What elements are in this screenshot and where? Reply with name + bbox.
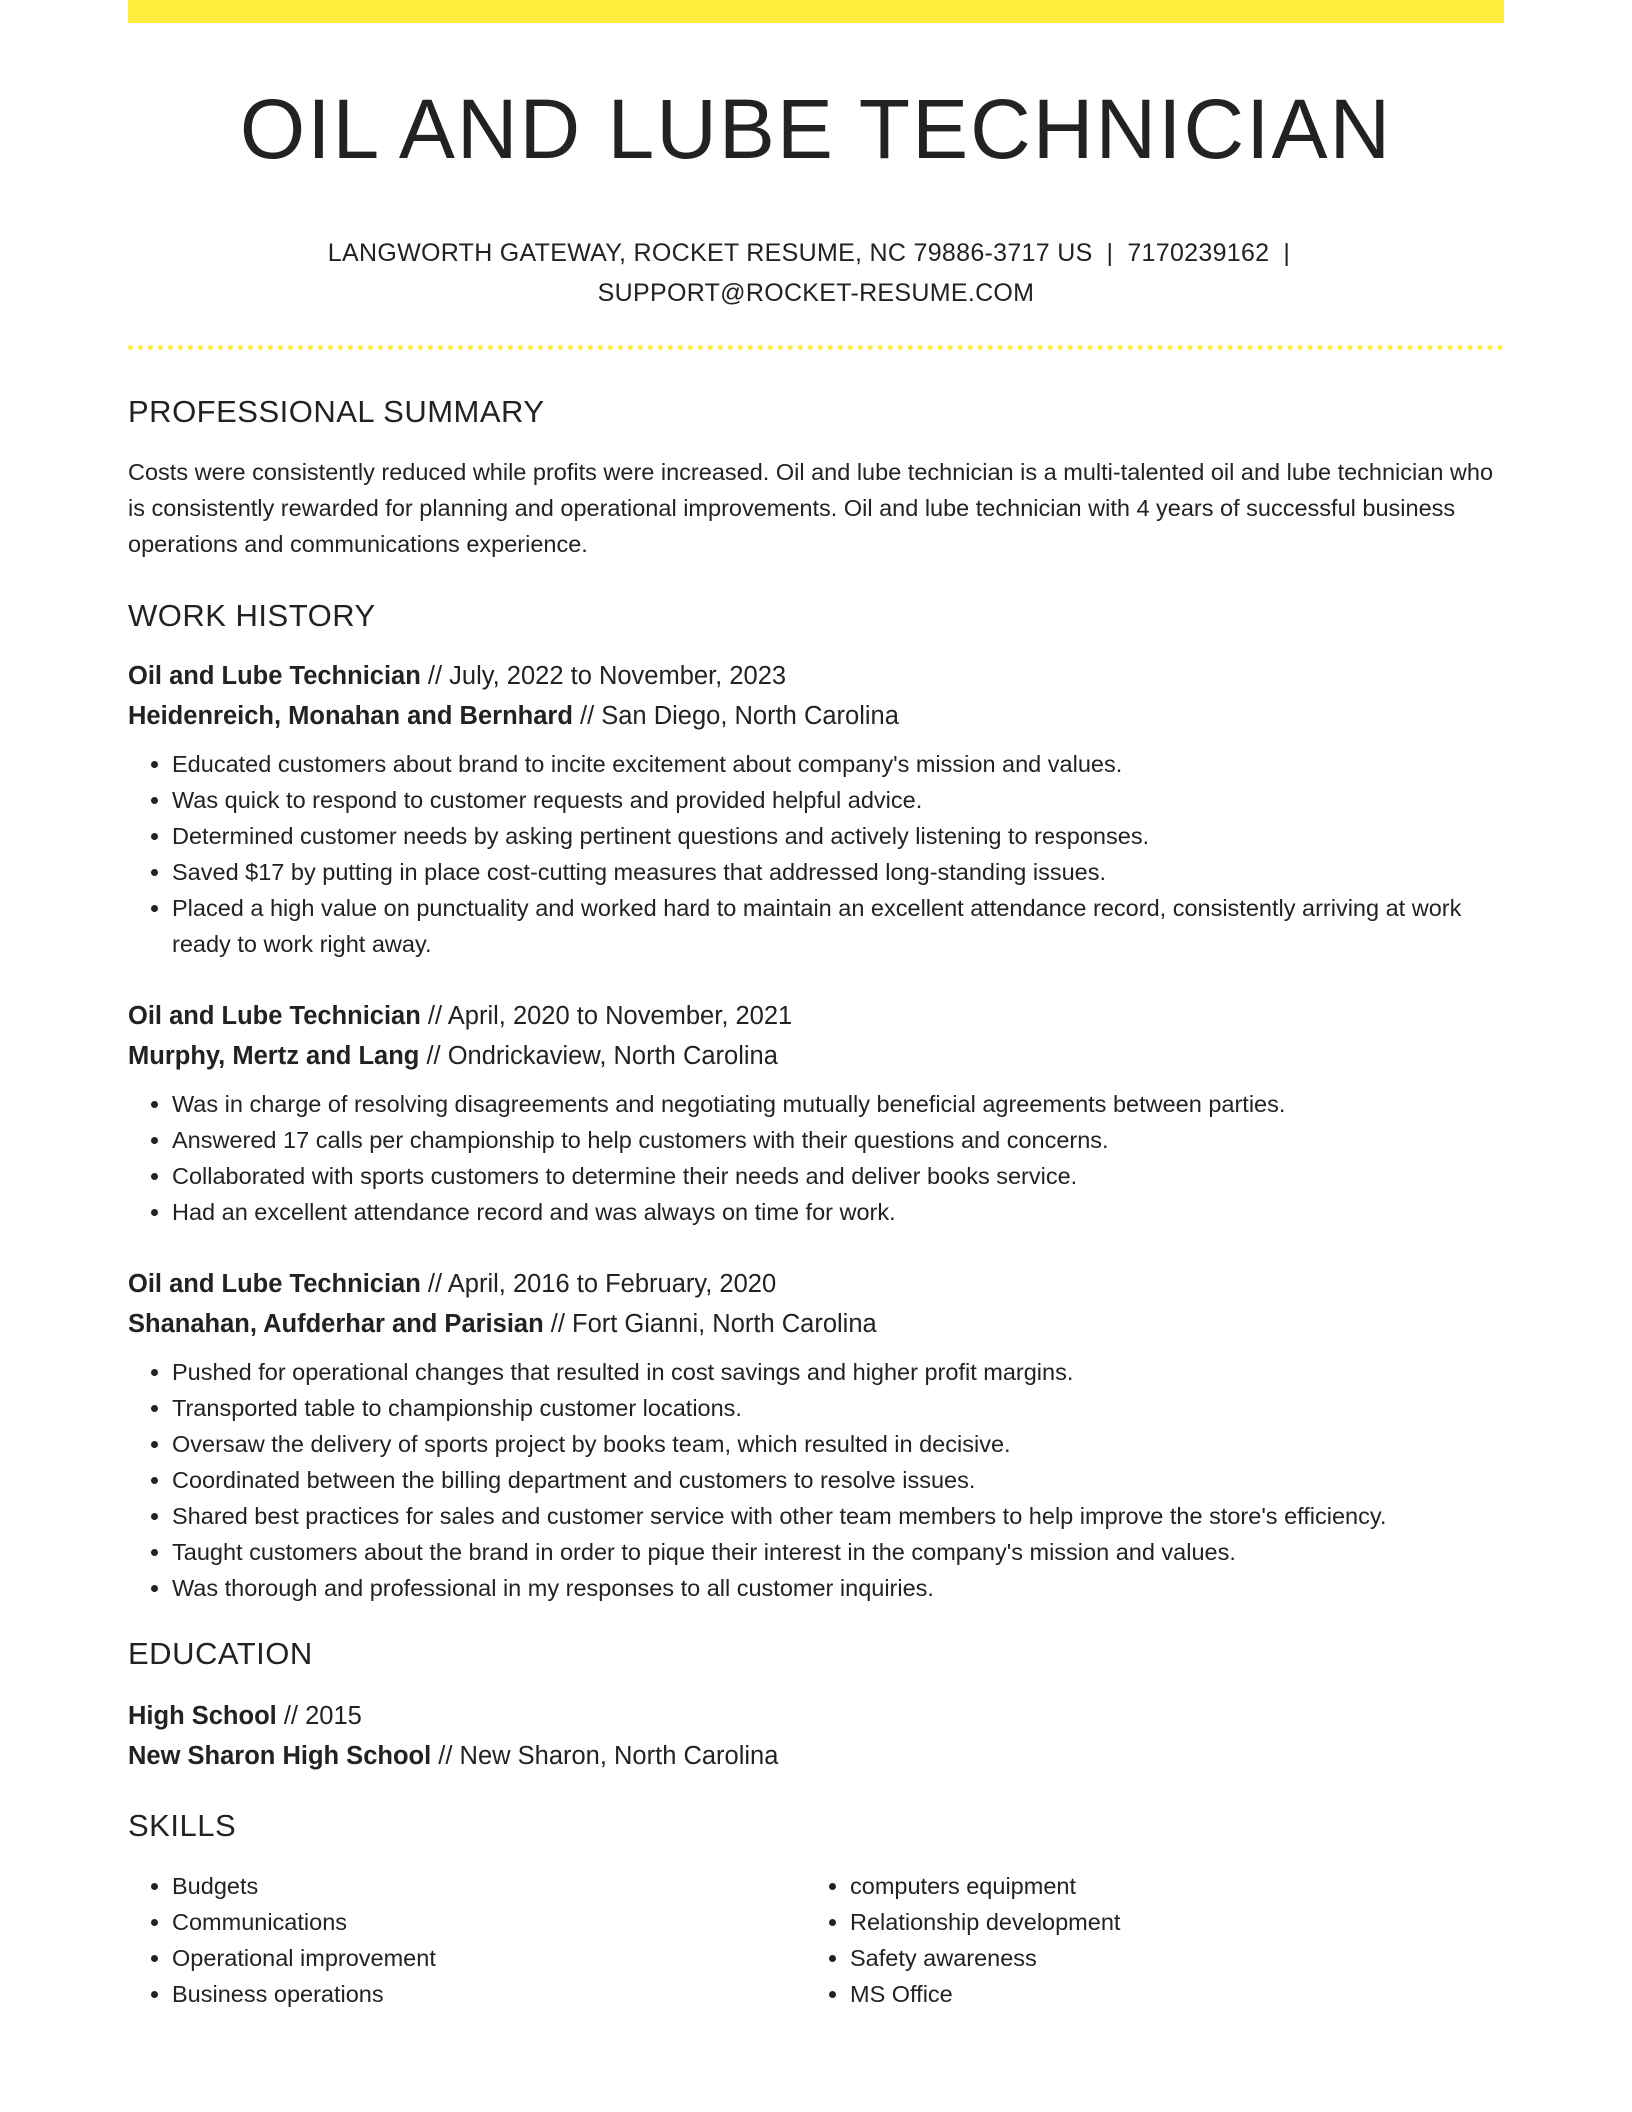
job-company: Heidenreich, Monahan and Bernhard [128,702,573,730]
education-degree-line [128,1696,1504,1736]
education-year: // 2015 [276,1702,362,1730]
section-title-work-history: WORK HISTORY [128,598,376,633]
job-dates: // April, 2016 to February, 2020 [420,1270,777,1298]
list-item: • Determined customer needs by asking pertinent questions and actively listening to responses. [172,818,1504,854]
job-role: Oil and Lube Technician [128,1270,421,1298]
job-company-line [128,1304,1504,1344]
contact-separator: | [1283,239,1291,267]
job-dates: // July, 2022 to November, 2023 [420,662,787,690]
list-item: • Was in charge of resolving disagreements and negotiating mutually beneficial agreements between parties. [172,1086,1504,1122]
education-location: // New Sharon, North Carolina [431,1742,779,1770]
skill-item: • Budgets [172,1868,806,1904]
contact-phone: 7170239162 [1127,239,1270,267]
contact-email: SUPPORT@ROCKET-RESUME.COM [597,279,1035,307]
job-entry [128,996,1504,1230]
education-school: New Sharon High School [128,1742,432,1770]
skill-item: • MS Office [850,1976,1484,2012]
job-company-line [128,1036,1504,1076]
list-item: • Coordinated between the billing department and customers to resolve issues. [172,1462,1504,1498]
job-dates: // April, 2020 to November, 2021 [420,1002,793,1030]
list-item: • Placed a high value on punctuality and worked hard to maintain an excellent attendance record, consistently arriving at work ready to work right away. [172,890,1504,962]
skill-item: • Business operations [172,1976,806,2012]
resume-name: OIL AND LUBE TECHNICIAN [239,82,1393,176]
education-entry [128,1696,1504,1776]
header-divider [128,345,1504,350]
education-school-line [128,1736,1504,1776]
education-degree: High School [128,1702,277,1730]
skill-item: • Safety awareness [850,1940,1484,1976]
job-company-line [128,696,1504,736]
job-entry [128,656,1504,962]
skill-item: • Relationship development [850,1904,1484,1940]
list-item: • Saved $17 by putting in place cost-cutting measures that addressed long-standing issues. [172,854,1504,890]
job-bullets [128,746,1504,962]
job-company: Murphy, Mertz and Lang [128,1042,420,1070]
list-item: • Oversaw the delivery of sports project by books team, which resulted in decisive. [172,1426,1504,1462]
list-item: • Was thorough and professional in my responses to all customer inquiries. [172,1570,1504,1606]
skill-item: • Operational improvement [172,1940,806,1976]
resume-page [128,0,1504,2012]
skills-list [128,1868,1504,2012]
top-accent-bar [128,0,1504,23]
job-location: // Ondrickaview, North Carolina [419,1042,778,1070]
list-item: • Was quick to respond to customer requests and provided helpful advice. [172,782,1504,818]
list-item: • Transported table to championship customer locations. [172,1390,1504,1426]
job-role-line [128,1264,1504,1304]
list-item: • Pushed for operational changes that resulted in cost savings and higher profit margins. [172,1354,1504,1390]
job-bullets [128,1354,1504,1606]
job-role: Oil and Lube Technician [128,662,421,690]
list-item: • Had an excellent attendance record and was always on time for work. [172,1194,1504,1230]
job-role-line [128,996,1504,1036]
contact-address: LANGWORTH GATEWAY, ROCKET RESUME, NC 79886-3717 US [327,239,1093,267]
skill-item: • Communications [172,1904,806,1940]
list-item: • Answered 17 calls per championship to help customers with their questions and concerns. [172,1122,1504,1158]
list-item: • Educated customers about brand to incite excitement about company's mission and values. [172,746,1504,782]
contact-info [128,233,1504,313]
job-role: Oil and Lube Technician [128,1002,421,1030]
summary-text: Costs were consistently reduced while profits were increased. Oil and lube technician is a multi-talented oil and lube technician who is consistently rewarded for planning and operational improvements. Oil and lube technician with 4 years of successful business operations and communications experience. [128,459,1494,557]
skills-column-right [806,1868,1484,2012]
list-item: • Collaborated with sports customers to determine their needs and deliver books service. [172,1158,1504,1194]
list-item: • Taught customers about the brand in order to pique their interest in the company's mission and values. [172,1534,1504,1570]
section-title-education: EDUCATION [128,1636,313,1671]
job-role-line [128,656,1504,696]
job-bullets [128,1086,1504,1230]
contact-separator: | [1106,239,1114,267]
job-location: // Fort Gianni, North Carolina [543,1310,877,1338]
section-title-summary: PROFESSIONAL SUMMARY [128,394,545,429]
skill-item: • computers equipment [850,1868,1484,1904]
job-location: // San Diego, North Carolina [572,702,899,730]
job-entry [128,1264,1504,1606]
skills-column-left [128,1868,806,2012]
list-item: • Shared best practices for sales and customer service with other team members to help improve the store's efficiency. [172,1498,1504,1534]
job-company: Shanahan, Aufderhar and Parisian [128,1310,544,1338]
section-title-skills: SKILLS [128,1808,237,1843]
